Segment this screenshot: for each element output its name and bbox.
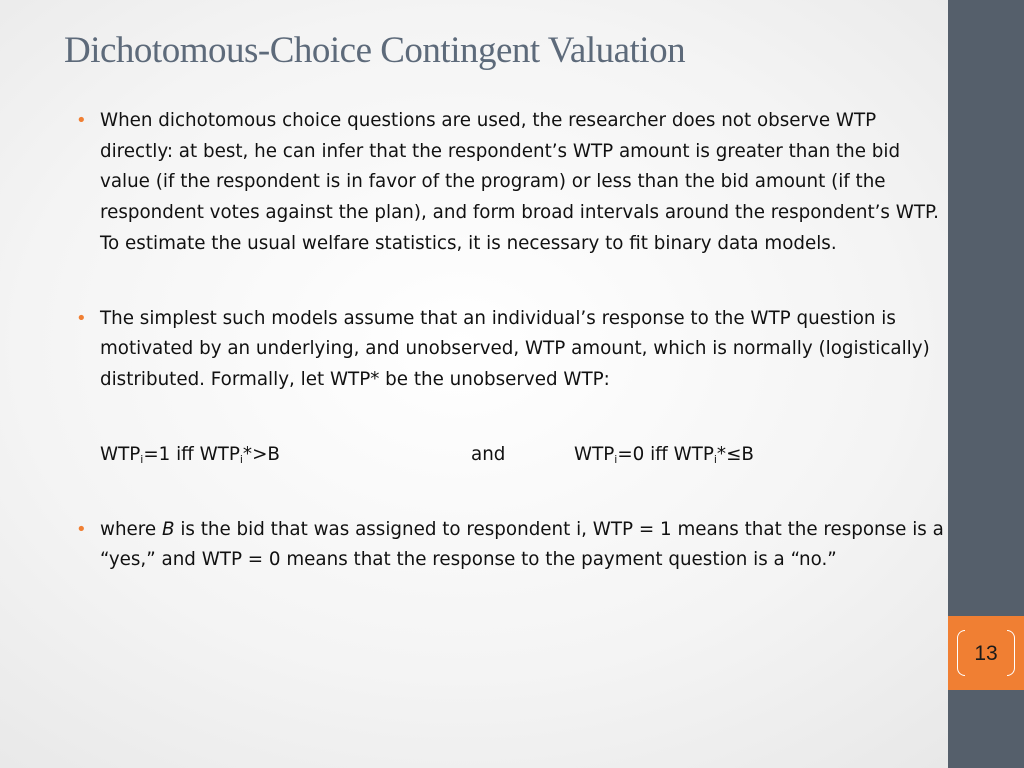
formula-right-subscript: i <box>713 452 717 466</box>
formula-line <box>76 440 944 471</box>
formula-left-iff: =1 iff WTP <box>143 443 240 465</box>
formula-left-wtp: WTP <box>100 443 141 465</box>
slide-title: Dichotomous-Choice Contingent Valuation <box>64 30 686 71</box>
bullet-text-prefix: where <box>100 518 162 540</box>
bullet-item <box>76 106 944 260</box>
formula-connector: and <box>471 443 506 465</box>
page-number: 13 <box>974 642 998 665</box>
bullet-text: When dichotomous choice questions are used, the researcher does not observe WTP directly: at best, he can infer that the respondent’s WTP amount is greater than the bid value (if the respondent is in favor of the program) or less than the bid amount (if the respondent votes against the plan), and form broad intervals around the respondent’s WTP. To estimate the usual welfare statistics, it is necessary to fit binary data models. <box>100 110 939 254</box>
bullet-text-italic: B <box>161 518 175 540</box>
formula-right-condition: *≤B <box>716 443 754 465</box>
formula-right-subscript: i <box>614 452 618 466</box>
bullet-text: The simplest such models assume that an individual’s response to the WTP question is motivated by an underlying, and unobserved, WTP amount, which is normally (logistically) distributed. Formally, let WTP* be the unobserved WTP: <box>100 307 930 390</box>
formula-right-wtp: WTP <box>574 443 615 465</box>
formula-right <box>574 440 754 471</box>
bullet-icon: • <box>76 307 87 329</box>
bullet-text-suffix: is the bid that was assigned to respondent i, WTP = 1 means that the response is a “yes,” and WTP = 0 means that the response to the payment question is a “no.” <box>100 518 944 571</box>
formula-left-condition: *>B <box>242 443 280 465</box>
formula-left-subscript: i <box>140 452 144 466</box>
slide-body <box>76 106 944 576</box>
formula-left-subscript: i <box>239 452 243 466</box>
bullet-item <box>76 515 944 576</box>
bullet-icon: • <box>76 110 87 131</box>
formula-left <box>100 440 280 471</box>
formula-right-iff: =0 iff WTP <box>617 443 714 465</box>
bullet-icon: • <box>76 518 87 540</box>
bullet-item <box>76 304 944 396</box>
